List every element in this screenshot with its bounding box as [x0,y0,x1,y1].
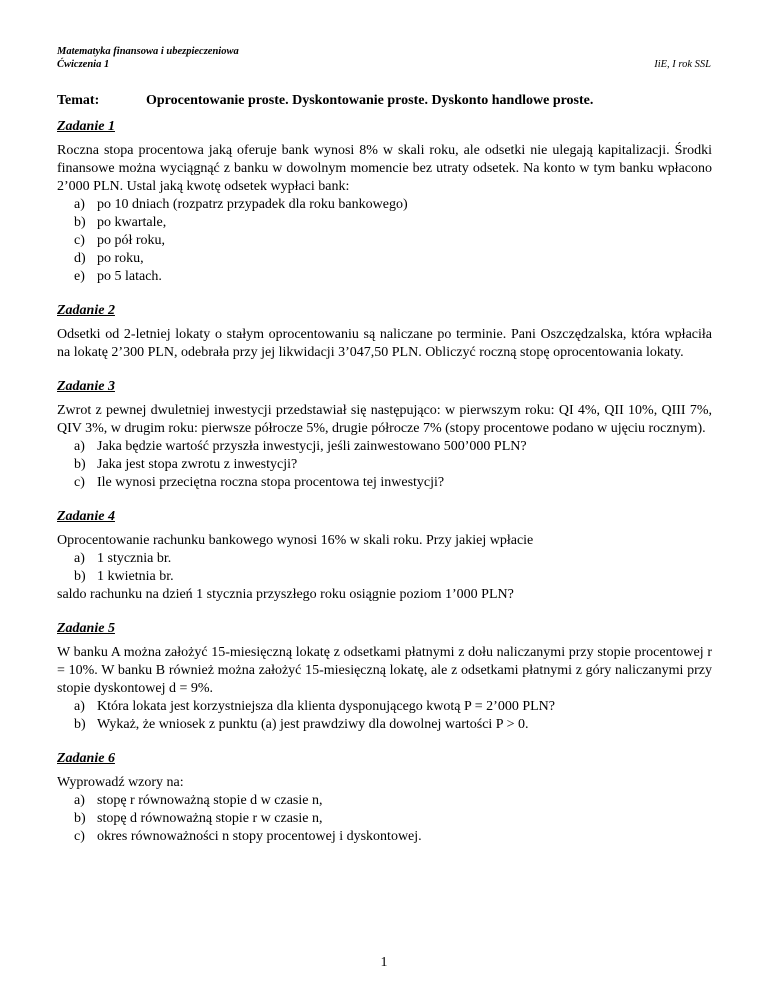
task-text: Oprocentowanie rachunku bankowego wynosi 16% w skali roku. Przy jakiej wpłacie [57,533,534,548]
item-text: 1 kwietnia br. [97,569,174,584]
task-items [57,550,712,586]
header-group: IiE, I rok SSL [654,59,711,70]
list-item [74,474,712,492]
list-item [74,568,712,586]
list-item [74,438,712,456]
item-text: stopę r równoważną stopie d w czasie n, [97,793,323,808]
item-text: po 5 latach. [97,269,162,284]
item-mark: b) [74,717,86,732]
header-course: Matematyka finansowa i ubezpieczeniowa [57,46,239,57]
list-item [74,268,712,286]
item-text: Ile wynosi przeciętna roczna stopa procentowa tej inwestycji? [97,475,445,490]
item-mark: c) [74,233,85,248]
item-text: po 10 dniach (rozpatrz przypadek dla roku bankowego) [97,197,408,212]
item-mark: b) [74,569,86,584]
item-text: po pół roku, [97,233,166,248]
task-text: Wyprowadź wzory na: [57,775,184,790]
task-text: Odsetki od 2-letniej lokaty o stałym oprocentowaniu są naliczane po terminie. Pani Oszczędzalska, która wpłaciła na lokatę 2’300 PLN, odebrała przy jej likwidacji 3’047,50 PLN. Obliczyć roczną stopę oprocentowania lokaty. [57,327,712,360]
item-mark: d) [74,251,86,266]
task-2 [57,302,712,362]
list-item [74,250,712,268]
task-4 [57,508,712,604]
list-item [74,214,712,232]
item-mark: b) [74,811,86,826]
item-text: Wykaż, że wniosek z punktu (a) jest prawdziwy dla dowolnej wartości P > 0. [97,717,529,732]
task-text-after: saldo rachunku na dzień 1 stycznia przyszłego roku osiągnie poziom 1’000 PLN? [57,587,514,602]
item-text: Jaka jest stopa zwrotu z inwestycji? [97,457,298,472]
task-title: Zadanie 3 [57,379,115,394]
task-title: Zadanie 6 [57,751,115,766]
task-text: Zwrot z pewnej dwuletniej inwestycji przedstawiał się następująco: w pierwszym roku: QI 4%, QII 10%, QIII 7%, QIV 3%, w drugim roku: pierwsze półrocze 5%, drugie półrocze 7% (stopy procentowe podano w ujęciu rocznym). [57,403,712,436]
item-mark: b) [74,215,86,230]
item-text: Jaka będzie wartość przyszła inwestycji, jeśli zainwestowano 500’000 PLN? [97,439,527,454]
task-6 [57,750,712,846]
item-mark: e) [74,269,85,284]
item-mark: b) [74,457,86,472]
item-mark: a) [74,793,85,808]
list-item [74,828,712,846]
item-mark: a) [74,439,85,454]
task-text: W banku A można założyć 15-miesięczną lokatę z odsetkami płatnymi z dołu naliczanymi przy stopie procentowej r = 10%. W banku B również można założyć 15-miesięczną lokatę, ale z odsetkami płatnymi z góry naliczanymi przy stopie dyskontowej d = 9%. [57,645,712,696]
item-text: 1 stycznia br. [97,551,172,566]
task-5 [57,620,712,734]
task-title: Zadanie 2 [57,303,115,318]
task-title: Zadanie 4 [57,509,115,524]
item-mark: a) [74,197,85,212]
task-1 [57,118,712,286]
item-mark: a) [74,699,85,714]
list-item [74,456,712,474]
item-text: po kwartale, [97,215,167,230]
item-mark: c) [74,475,85,490]
page-number: 1 [380,955,388,970]
item-text: okres równoważności n stopy procentowej i dyskontowej. [97,829,422,844]
task-text: Roczna stopa procentowa jaką oferuje bank wynosi 8% w skali roku, ale odsetki nie ulegają kapitalizacji. Środki finansowe można wyciągnąć z banku w dowolnym momencie bez utraty odsetek. Na konto w tym banku wpłacono 2’000 PLN. Ustal jaką kwotę odsetek wypłaci bank: [57,143,712,194]
task-3 [57,378,712,492]
topic-text: Oprocentowanie proste. Dyskontowanie proste. Dyskonto handlowe proste. [146,93,594,108]
list-item [74,792,712,810]
item-text: stopę d równoważną stopie r w czasie n, [97,811,323,826]
topic-label: Temat: [57,93,100,108]
task-items [57,698,712,734]
task-title: Zadanie 1 [57,119,115,134]
list-item [74,716,712,734]
item-text: po roku, [97,251,144,266]
topic-line [57,92,593,110]
item-mark: c) [74,829,85,844]
task-title: Zadanie 5 [57,621,115,636]
item-mark: a) [74,551,85,566]
header-session: Ćwiczenia 1 [57,59,110,70]
item-text: Która lokata jest korzystniejsza dla klienta dysponującego kwotą P = 2’000 PLN? [97,699,555,714]
list-item [74,698,712,716]
tasks-content [57,118,712,862]
list-item [74,232,712,250]
list-item [74,810,712,828]
task-items [57,792,712,846]
list-item [74,196,712,214]
list-item [74,550,712,568]
task-items [57,438,712,492]
task-items [57,196,712,286]
